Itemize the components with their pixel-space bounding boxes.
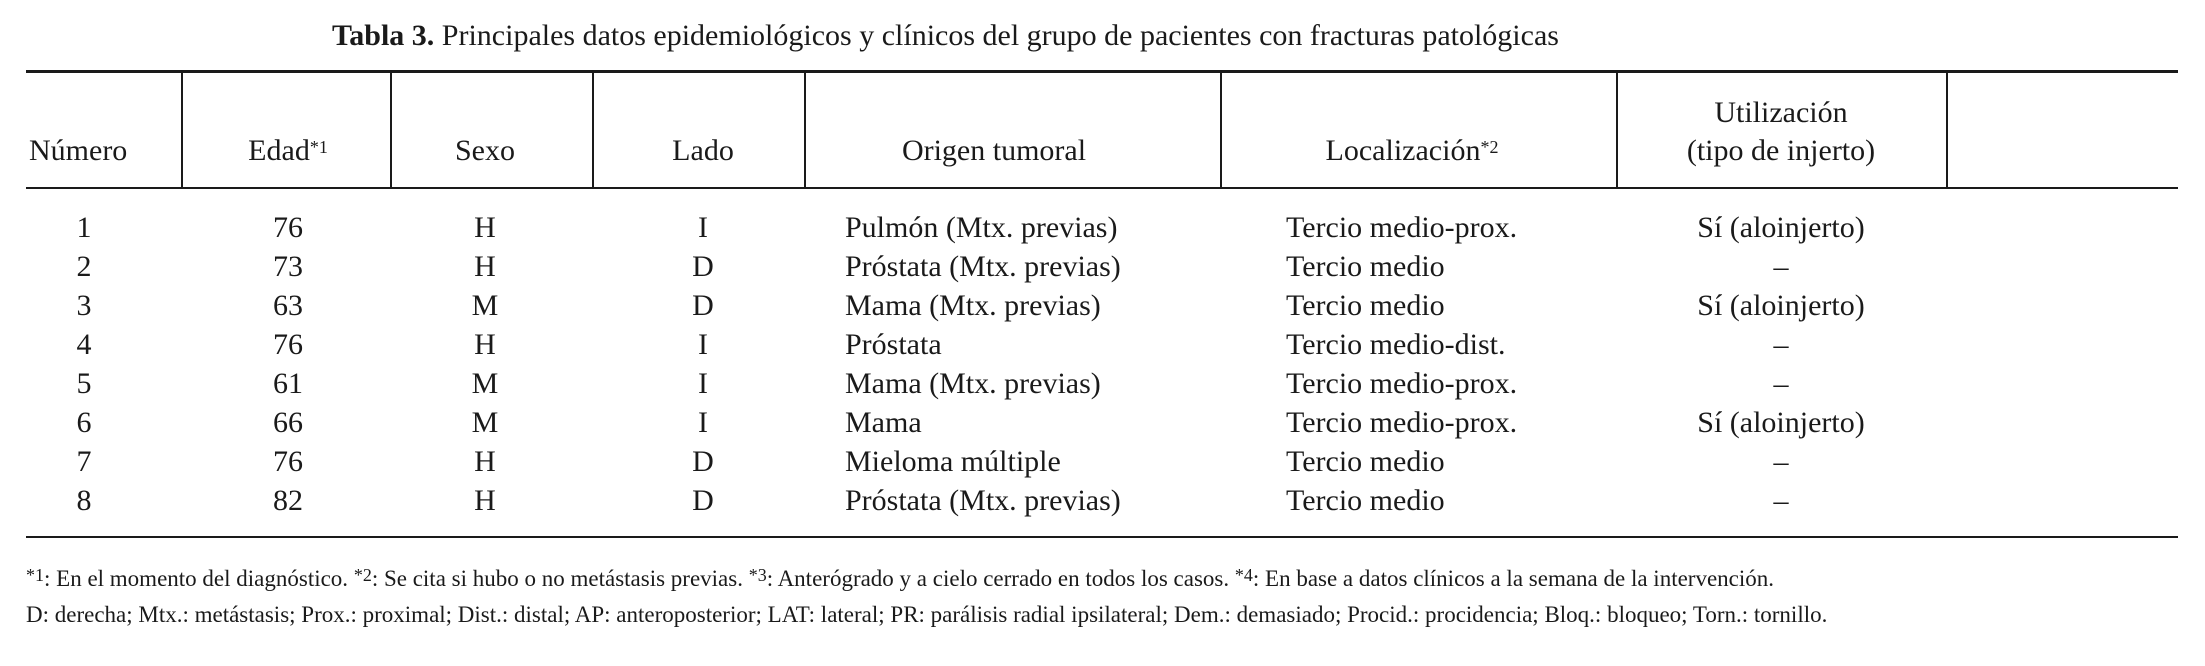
table-row <box>0 208 2205 247</box>
cell-numero: 2 <box>76 250 92 283</box>
header-edad-label: Edad <box>248 134 310 167</box>
footnote-abbreviations: D: derecha; Mtx.: metástasis; Prox.: proximal; Dist.: distal; AP: anteroposterior; LAT: lateral; PR: parálisis radial ipsilateral; Dem.: demasiado; Procid.: procidencia; Bloq.: bloqueo; Torn.: tornillo. <box>26 602 1828 627</box>
footnote-3-mark: *3 <box>748 565 767 585</box>
cell-origen: Próstata (Mtx. previas) <box>845 484 1121 517</box>
cell-lado: D <box>692 289 714 322</box>
cell-utilizacion: Sí (aloinjerto) <box>1697 406 1865 439</box>
footnote-4-mark: *4 <box>1234 565 1253 585</box>
header-edad-note: *1 <box>309 137 328 157</box>
cell-lado: D <box>692 445 714 478</box>
column-divider <box>1616 72 1618 188</box>
cell-lado: I <box>698 328 708 361</box>
column-divider <box>1220 72 1222 188</box>
cell-localizacion: Tercio medio-prox. <box>1286 367 1518 400</box>
cell-lado: I <box>698 367 708 400</box>
table-row <box>0 286 2205 325</box>
cell-edad: 61 <box>273 367 303 400</box>
footnotes-line-1 <box>26 562 1774 596</box>
cell-utilizacion: – <box>1773 250 1789 283</box>
footnote-4-text: : En base a datos clínicos a la semana de la intervención. <box>1252 566 1775 591</box>
table-top-rule <box>26 70 2178 73</box>
cell-sexo: H <box>474 328 496 361</box>
cell-edad: 73 <box>273 250 303 283</box>
cell-origen: Pulmón (Mtx. previas) <box>845 211 1118 244</box>
cell-lado: D <box>692 484 714 517</box>
cell-numero: 4 <box>76 328 92 361</box>
cell-edad: 66 <box>273 406 303 439</box>
cell-sexo: H <box>474 250 496 283</box>
cell-origen: Mama (Mtx. previas) <box>845 367 1101 400</box>
cell-utilizacion: – <box>1773 328 1789 361</box>
cell-origen: Próstata <box>845 328 942 361</box>
cell-numero: 1 <box>76 211 92 244</box>
cell-sexo: M <box>471 406 499 439</box>
header-localizacion-label: Localización <box>1325 134 1481 167</box>
cell-origen: Próstata (Mtx. previas) <box>845 250 1121 283</box>
table-caption-text: Principales datos epidemiológicos y clínicos del grupo de pacientes con fracturas patológicas <box>434 19 1559 52</box>
footnote-3-text: : Anterógrado y a cielo cerrado en todos los casos. <box>766 566 1235 591</box>
table-row <box>0 481 2205 520</box>
cell-sexo: H <box>474 211 496 244</box>
footnote-1-mark: *1 <box>26 565 44 585</box>
cell-numero: 6 <box>76 406 92 439</box>
header-sexo: Sexo <box>455 134 515 167</box>
table-row <box>0 364 2205 403</box>
column-divider <box>1946 72 1948 188</box>
column-divider <box>592 72 594 188</box>
cell-localizacion: Tercio medio <box>1286 484 1445 517</box>
table-caption <box>332 14 1559 58</box>
cell-edad: 76 <box>273 211 303 244</box>
table-row <box>0 442 2205 481</box>
header-localizacion <box>1326 132 1499 170</box>
cell-lado: I <box>698 211 708 244</box>
cell-numero: 8 <box>76 484 92 517</box>
header-numero: Número <box>29 134 128 167</box>
cell-localizacion: Tercio medio-prox. <box>1286 211 1518 244</box>
cell-sexo: M <box>471 367 499 400</box>
table-bottom-rule <box>26 536 2178 538</box>
table-row <box>0 403 2205 442</box>
cell-numero: 5 <box>76 367 92 400</box>
header-origen-tumoral: Origen tumoral <box>901 134 1087 167</box>
table-row <box>0 325 2205 364</box>
cell-lado: I <box>698 406 708 439</box>
footnote-1-text: : En el momento del diagnóstico. <box>44 566 354 591</box>
cell-numero: 3 <box>76 289 92 322</box>
table-header-rule <box>26 187 2178 189</box>
cell-utilizacion: – <box>1773 484 1789 517</box>
cell-localizacion: Tercio medio <box>1286 250 1445 283</box>
table-row <box>0 247 2205 286</box>
footnote-2-mark: *2 <box>353 565 372 585</box>
cell-sexo: H <box>474 445 496 478</box>
cell-utilizacion: – <box>1773 367 1789 400</box>
table-body <box>0 208 2205 520</box>
footnote-2-text: : Se cita si hubo o no metástasis previas. <box>371 566 749 591</box>
cell-localizacion: Tercio medio <box>1286 289 1445 322</box>
cell-localizacion: Tercio medio-dist. <box>1286 328 1506 361</box>
cell-numero: 7 <box>76 445 92 478</box>
header-lado: Lado <box>672 134 734 167</box>
header-localizacion-note: *2 <box>1480 137 1499 157</box>
cell-origen: Mama <box>845 406 922 439</box>
cell-lado: D <box>692 250 714 283</box>
cell-origen: Mieloma múltiple <box>845 445 1061 478</box>
cell-edad: 63 <box>273 289 303 322</box>
column-divider <box>390 72 392 188</box>
column-divider <box>804 72 806 188</box>
table-caption-label: Tabla 3. <box>332 19 435 52</box>
header-utilizacion <box>1687 94 1875 170</box>
cell-sexo: H <box>474 484 496 517</box>
header-utilizacion-line1: Utilización <box>1714 96 1848 129</box>
cell-edad: 82 <box>273 484 303 517</box>
column-divider <box>181 72 183 188</box>
header-edad <box>248 132 328 170</box>
cell-edad: 76 <box>273 328 303 361</box>
header-utilizacion-line2: (tipo de injerto) <box>1686 134 1876 167</box>
cell-localizacion: Tercio medio <box>1286 445 1445 478</box>
cell-origen: Mama (Mtx. previas) <box>845 289 1101 322</box>
cell-edad: 76 <box>273 445 303 478</box>
cell-utilizacion: Sí (aloinjerto) <box>1697 289 1865 322</box>
cell-utilizacion: – <box>1773 445 1789 478</box>
cell-localizacion: Tercio medio-prox. <box>1286 406 1518 439</box>
cell-utilizacion: Sí (aloinjerto) <box>1697 211 1865 244</box>
cell-sexo: M <box>471 289 499 322</box>
